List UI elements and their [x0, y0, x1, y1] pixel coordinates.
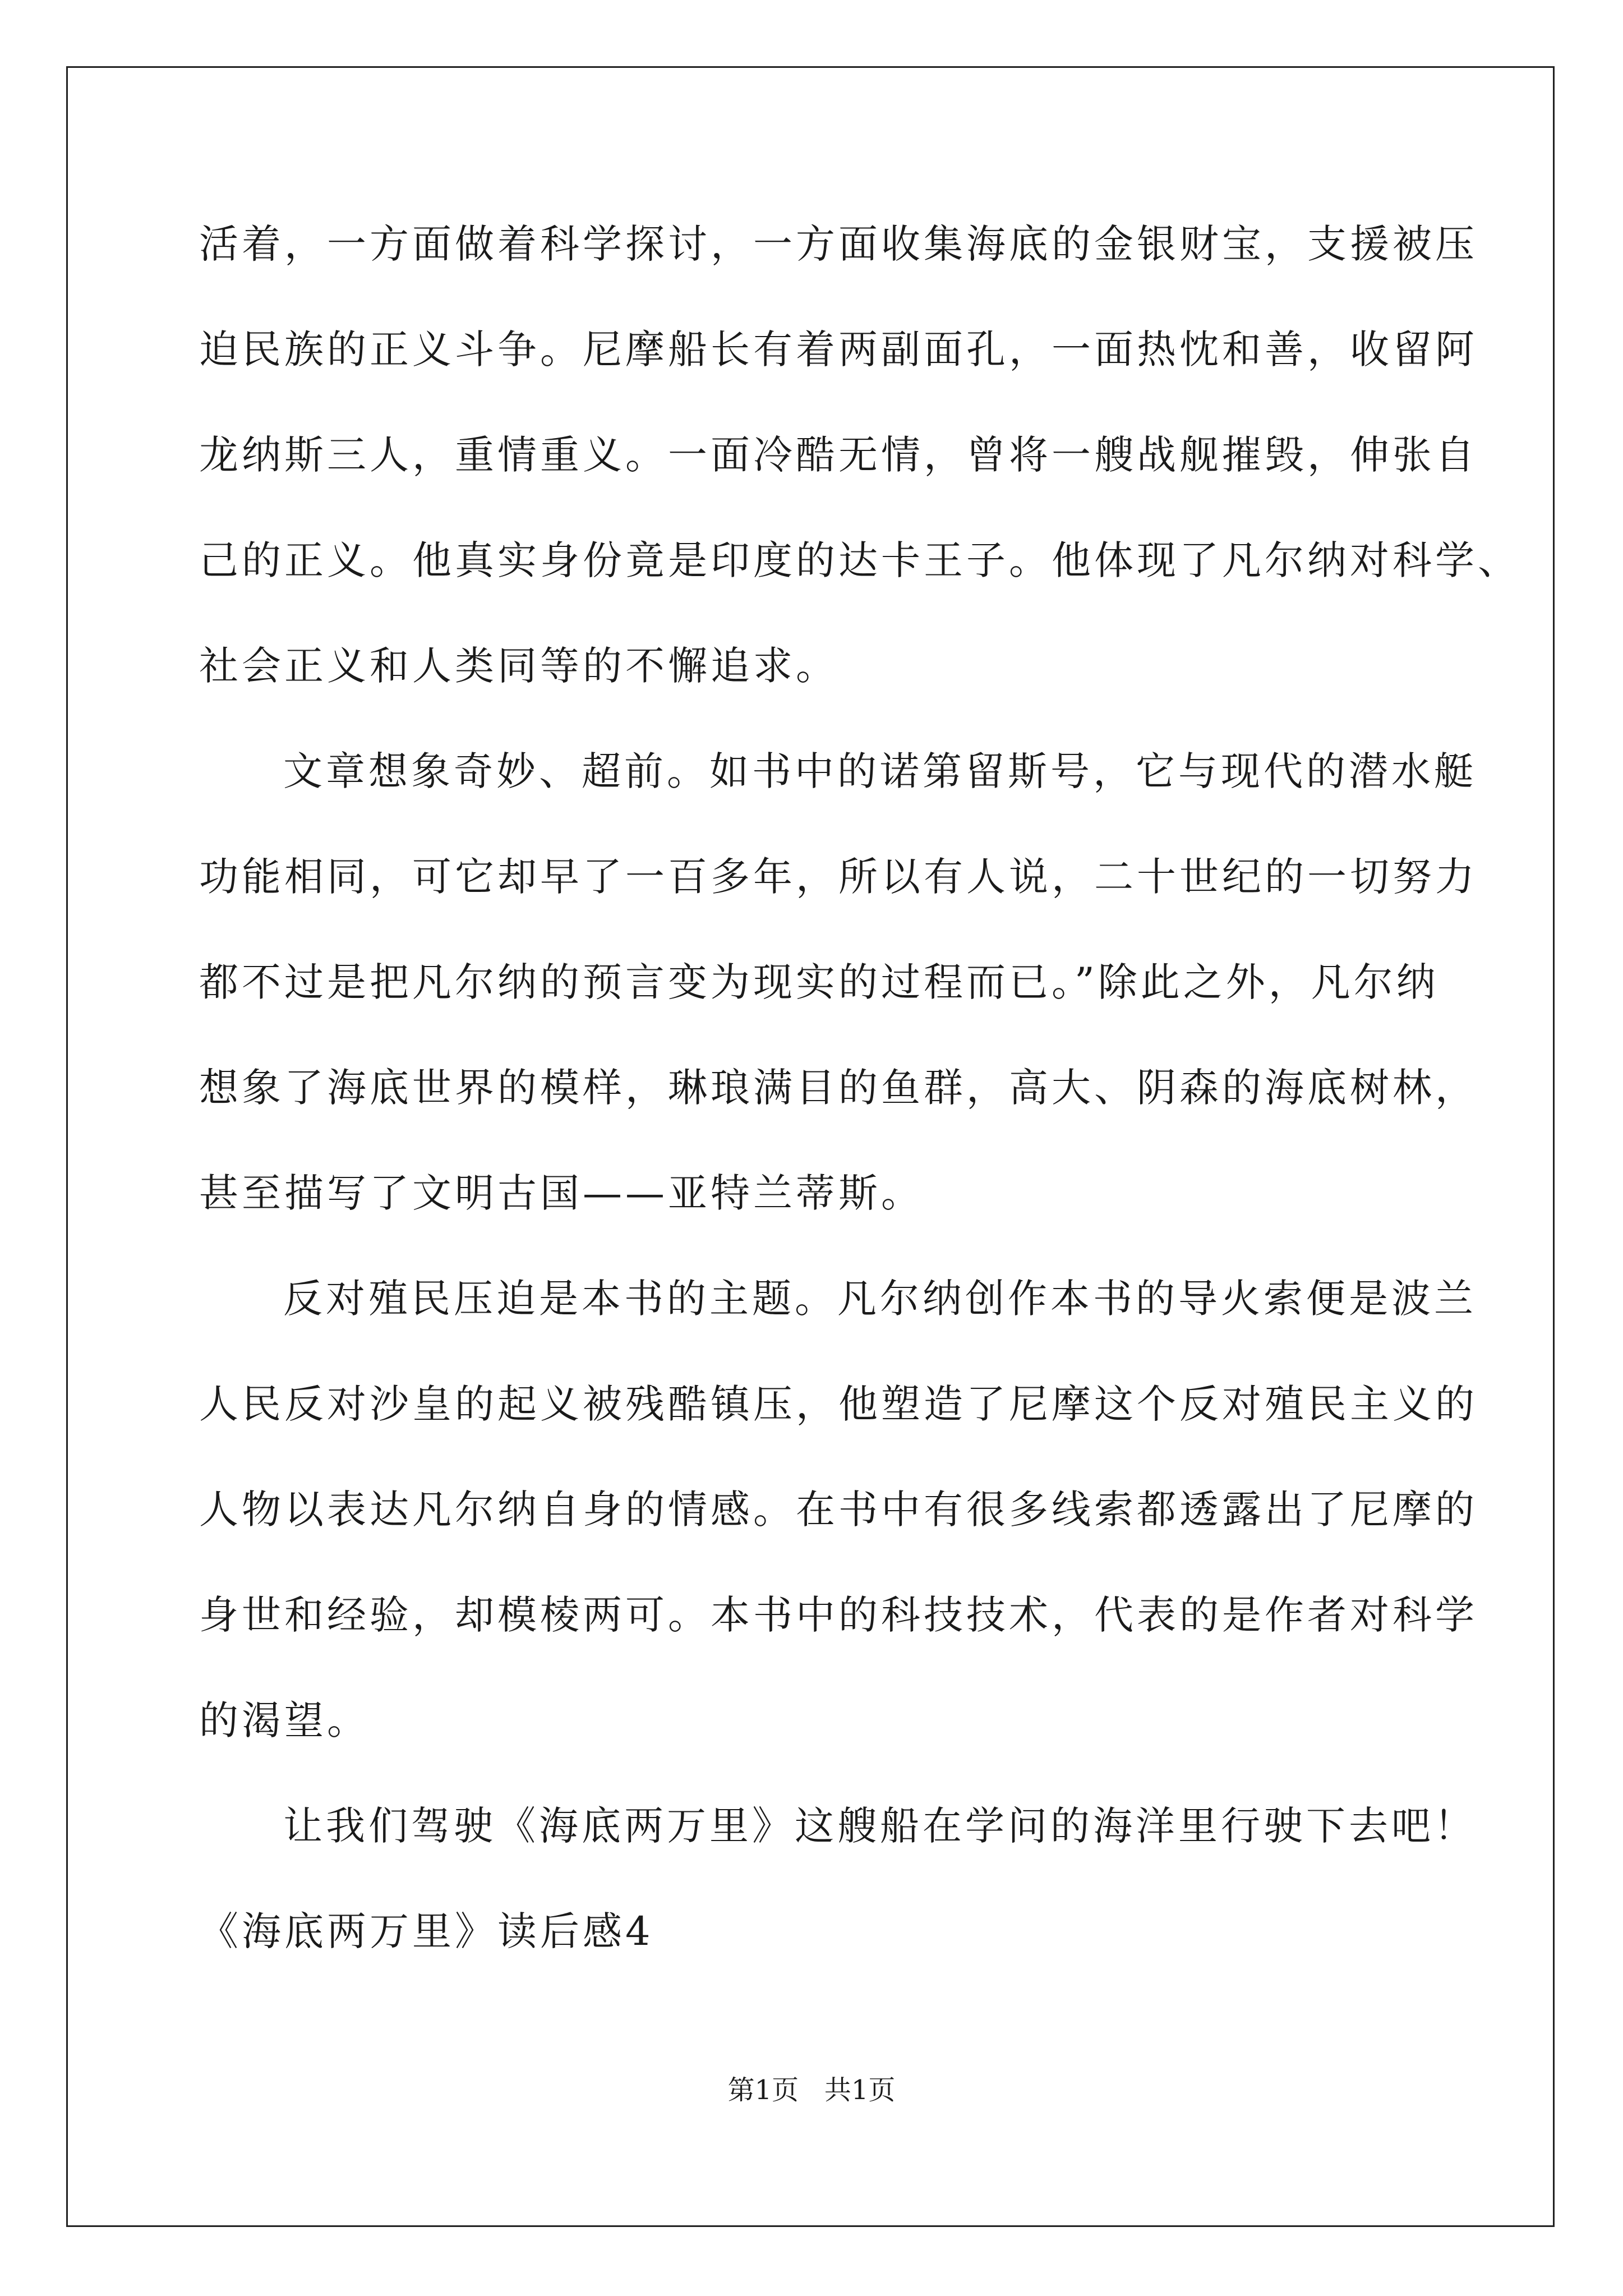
page-number: 第1页 共1页: [727, 2074, 896, 2106]
text-line: 想象了海底世界的模样，琳琅满目的鱼群，高大、阴森的海底树林，: [199, 1065, 1478, 1111]
document-body: [199, 213, 1520, 2006]
text-line: 迫民族的正义斗争。尼摩船长有着两副面孔，一面热忱和善，收留阿: [199, 326, 1478, 372]
text-line: 反对殖民压迫是本书的主题。凡尔纳创作本书的导火索便是波兰: [283, 1276, 1477, 1322]
text-line: 甚至描写了文明古国——亚特兰蒂斯。: [199, 1170, 924, 1216]
text-line: 文章想象奇妙、超前。如书中的诺第留斯号，它与现代的潜水艇: [283, 748, 1477, 794]
text-line: 功能相同，可它却早了一百多年，所以有人说，二十世纪的一切努力: [199, 854, 1478, 900]
text-line: 活着，一方面做着科学探讨，一方面收集海底的金银财宝，支援被压: [199, 221, 1478, 267]
text-line: 都不过是把凡尔纳的预言变为现实的过程而已。”除此之外，凡尔纳: [199, 959, 1439, 1005]
text-line: 让我们驾驶《海底两万里》这艘船在学问的海洋里行驶下去吧！: [283, 1803, 1477, 1849]
text-line: 人民反对沙皇的起义被残酷镇压，他塑造了尼摩这个反对殖民主义的: [199, 1381, 1478, 1427]
text-line: 己的正义。他真实身份竟是印度的达卡王子。他体现了凡尔纳对科学、: [199, 537, 1520, 583]
text-line: 身世和经验，却模棱两可。本书中的科技技术，代表的是作者对科学: [199, 1592, 1478, 1638]
text-line: 人物以表达凡尔纳自身的情感。在书中有很多线索都透露出了尼摩的: [199, 1487, 1478, 1533]
text-line: 龙纳斯三人，重情重义。一面冷酷无情，曾将一艘战舰摧毁，伸张自: [199, 432, 1478, 478]
section-title: 《海底两万里》读后感4: [199, 1908, 654, 1954]
text-line: 的渴望。: [199, 1697, 370, 1743]
text-line: 社会正义和人类同等的不懈追求。: [199, 643, 838, 689]
